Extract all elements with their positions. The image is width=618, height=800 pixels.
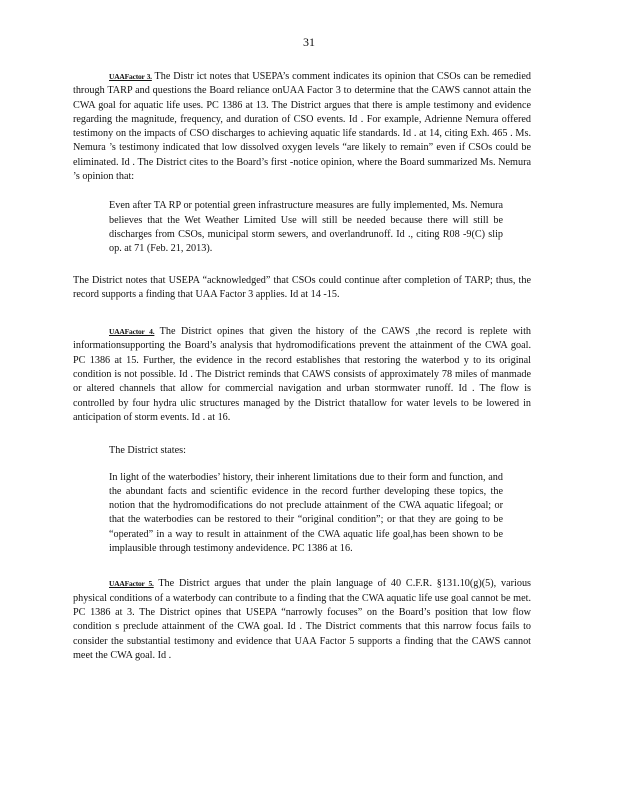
district-states-line: The District states: [109,445,186,457]
uaa-factor-4-heading: UAAFactor 4. [109,327,155,337]
page-body [73,70,531,663]
nemura-block-quote: Even after TA RP or potential green infrastructure measures are fully implemented, Ms. Nemura believes that the Wet Weather Limited Use will still be needed because there will still be discharges from CSOs, municipal storm sewers, and overlandrunoff. Id ., citing R08 -9(C) slip op. at 71 (Feb. 21, 2013). [109,200,503,255]
uaa-factor-4-text: The District opines that given the history of the CAWS ,the record is replete with informationsupporting the Board’s analysis that hydromodifications prevent the attainment of the CWA goal. PC 1386 at 15. Further, the evidence in the record establishes that restoring the waterbod y to its original condition is not possible. Id . The District reminds that CAWS consists of approximately 78 miles of manmade or altered channels that allow for commercial navigation and urban stormwater runoff. Id . The flow is controlled by four hydra ulic structures managed by the District thatallow for water levels to be lowered in anticipation of storm events. Id . at 16. [73,326,532,423]
uaa-factor-5-text: The District argues that under the plain language of 40 C.F.R. §131.10(g)(5), various physical conditions of a waterbody can contribute to a finding that the CWA aquatic life use goal cannot be met. PC 1386 at 3. The District opines that USEPA “narrowly focuses” on the Board’s position that low flow condition s preclude attainment of the CWA goal. Id . The District comments that this narrow focus fails to consider the substantial testimony and evidence that UAA Factor 5 supports a finding that the CAWS cannot meet the CWA goal. Id . [73,578,531,661]
uaa-factor-4-paragraph [73,325,531,425]
page-number: 31 [303,35,315,49]
usepa-acknowledged-paragraph: The District notes that USEPA “acknowledged” that CSOs could continue after completion of TARP; thus, the record supports a finding that UAA Factor 3 applies. Id at 14 -15. [73,274,531,300]
uaa-factor-3-heading: UAAFactor 3. [109,72,152,81]
uaa-factor-5-heading: UAAFactor 5. [109,579,154,589]
uaa-factor-3-text: The Distr ict notes that USEPA’s comment indicates its opinion that CSOs can be remedied through TARP and questions the Board reliance onUAA Factor 3 to determine that the CAWS cannot attain the CWA goal for aquatic life uses. PC 1386 at 13. The District argues that there is ample testimony and evidence regarding the magnitude, frequency, and duration of CSO events. Id . For example, Adrienne Nemura offered testimony on the impacts of CSO discharges to achieving aquatic life standards. Id . at 14, citing Exh. 465 . Ms. Nemura ’s testimony indicated that low dissolved oxygen levels “are likely to remain” even if CSOs could be eliminated. Id . The District cites to the Board’s first -notice opinion, where the Board summarized Ms. Nemura ’s opinion that: [73,71,531,183]
uaa-factor-3-paragraph [73,70,531,184]
waterbodies-block-quote: In light of the waterbodies’ history, their inherent limitations due to their form and function, and the abundant facts and scientific evidence in the record further developing these topics, the notion that the hydromodifications do not preclude attainment of the CWA aquatic lifegoal; or that the waterbodies can be restored to their “original condition”; or that they are going to be “operated” in a way to result in attainment of the CWA aquatic life goal,has been shown to be implausible through testimony andevidence. PC 1386 at 16. [109,471,503,555]
uaa-factor-5-paragraph [73,577,531,663]
